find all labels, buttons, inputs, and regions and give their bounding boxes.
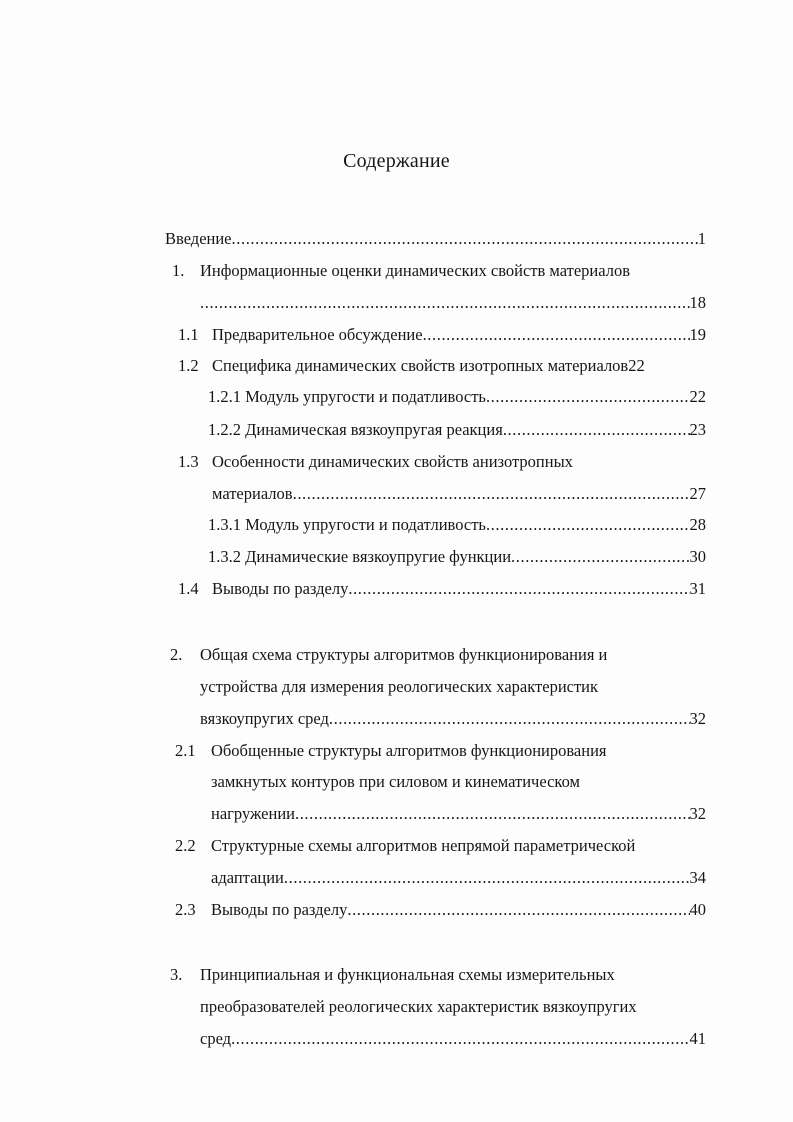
toc-entry-text: Общая схема структуры алгоритмов функционирования и	[200, 645, 608, 664]
toc-entry-page: 27	[689, 484, 706, 503]
toc-entry-section-2-2-page	[211, 863, 706, 893]
toc-entry-text: замкнутых контуров при силовом и кинематическом	[211, 772, 580, 791]
toc-entry-text: Предварительное обсуждение	[212, 325, 423, 344]
toc-leader-dots	[329, 704, 690, 734]
toc-entry-page: 1	[697, 229, 706, 248]
toc-entry-text: 1.3.1 Модуль упругости и податливость	[208, 515, 486, 534]
toc-leader-dots	[347, 895, 689, 925]
toc-entry-page: 30	[689, 547, 706, 566]
toc-leader-dots	[423, 320, 690, 350]
toc-entry-page: 31	[689, 579, 706, 598]
toc-entry-number: 1.1	[178, 325, 199, 344]
toc-entry-text: 1.2.2 Динамическая вязкоупругая реакция	[208, 420, 503, 439]
toc-entry-text: вязкоупругих сред	[200, 709, 329, 728]
toc-entry-section-3	[170, 960, 730, 990]
toc-entry-text: Особенности динамических свойств анизотропных	[212, 452, 573, 471]
toc-entry-introduction	[165, 224, 706, 254]
toc-entry-text: 1.3.2 Динамические вязкоупругие функции	[208, 547, 512, 566]
toc-entry-text: сред	[200, 1029, 232, 1048]
toc-entry-page: 40	[689, 900, 706, 919]
toc-entry-section-1-2-1	[208, 382, 706, 412]
toc-entry-page: 34	[689, 868, 706, 887]
toc-entry-page: 32	[689, 804, 706, 823]
toc-entry-text: устройства для измерения реологических характеристик	[200, 677, 599, 696]
toc-entry-section-2-2	[175, 831, 735, 861]
toc-entry-number: 1.	[172, 261, 185, 280]
toc-entry-text: Выводы по разделу	[212, 579, 349, 598]
toc-entry-page: 22	[689, 387, 706, 406]
toc-entry-section-2	[170, 640, 730, 670]
toc-entry-text: материалов	[212, 484, 293, 503]
toc-entry-section-1-3-1	[208, 510, 706, 540]
toc-leader-dots	[293, 479, 690, 509]
toc-entry-text: Информационные оценки динамических свойств материалов	[200, 261, 630, 280]
toc-entry-section-2-1-cont	[211, 767, 730, 797]
toc-entry-number: 3.	[170, 965, 183, 984]
toc-leader-dots	[486, 382, 690, 412]
toc-entry-page: 19	[689, 325, 706, 344]
toc-leader-dots	[511, 542, 689, 572]
toc-entry-text: нагружении	[211, 804, 295, 823]
toc-entry-section-2-cont	[200, 672, 730, 702]
toc-entry-section-1-2-2	[208, 415, 706, 445]
toc-entry-page: 28	[689, 515, 706, 534]
toc-leader-dots	[231, 1024, 689, 1054]
toc-entry-section-2-1-page	[211, 799, 706, 829]
toc-entry-number: 1.4	[178, 579, 199, 598]
toc-entry-page: 18	[689, 293, 706, 312]
toc-leader-dots	[486, 510, 690, 540]
toc-entry-section-1-3-page	[212, 479, 706, 509]
toc-entry-number: 2.	[170, 645, 183, 664]
toc-entry-text: Обобщенные структуры алгоритмов функционирования	[211, 741, 607, 760]
toc-entry-page: 22	[628, 356, 645, 375]
toc-entry-section-1-2	[178, 351, 728, 381]
toc-entry-text: Введение	[165, 229, 232, 248]
toc-entry-number: 1.2	[178, 356, 199, 375]
toc-entry-section-1	[172, 256, 732, 286]
toc-entry-number: 2.2	[175, 836, 196, 855]
toc-entry-section-2-1	[175, 736, 730, 766]
toc-entry-section-1-3-2	[208, 542, 706, 572]
toc-entry-number: 2.3	[175, 900, 196, 919]
toc-entry-page: 23	[689, 420, 706, 439]
toc-leader-dots	[284, 863, 690, 893]
toc-leader-dots	[295, 799, 690, 829]
toc-leader-dots	[503, 415, 690, 445]
toc-entry-section-1-1	[178, 320, 706, 350]
toc-entry-text: Принципиальная и функциональная схемы измерительных	[200, 965, 615, 984]
toc-entry-text: Структурные схемы алгоритмов непрямой параметрической	[211, 836, 636, 855]
toc-entry-section-3-cont	[200, 992, 740, 1022]
toc-entry-page: 32	[689, 709, 706, 728]
toc-leader-dots	[232, 224, 698, 254]
toc-entry-section-1-page	[200, 288, 706, 318]
toc-entry-text: Выводы по разделу	[211, 900, 348, 919]
toc-entry-text: 1.2.1 Модуль упругости и податливость	[208, 387, 486, 406]
toc-entry-page: 41	[689, 1029, 706, 1048]
toc-leader-dots	[200, 288, 690, 318]
toc-entry-text: адаптации	[211, 868, 284, 887]
toc-entry-number: 1.3	[178, 452, 199, 471]
toc-entry-section-2-page	[200, 704, 706, 734]
page-title: Содержание	[343, 150, 450, 172]
toc-entry-section-1-4	[178, 574, 706, 604]
toc-entry-text: Специфика динамических свойств изотропных материалов	[212, 356, 629, 375]
toc-entry-section-3-page	[200, 1024, 706, 1054]
toc-entry-section-2-3	[175, 895, 706, 925]
toc-entry-number: 2.1	[175, 741, 196, 760]
toc-entry-section-1-3	[178, 447, 728, 477]
toc-leader-dots	[348, 574, 689, 604]
toc-entry-text: преобразователей реологических характеристик вязкоупругих	[200, 997, 637, 1016]
